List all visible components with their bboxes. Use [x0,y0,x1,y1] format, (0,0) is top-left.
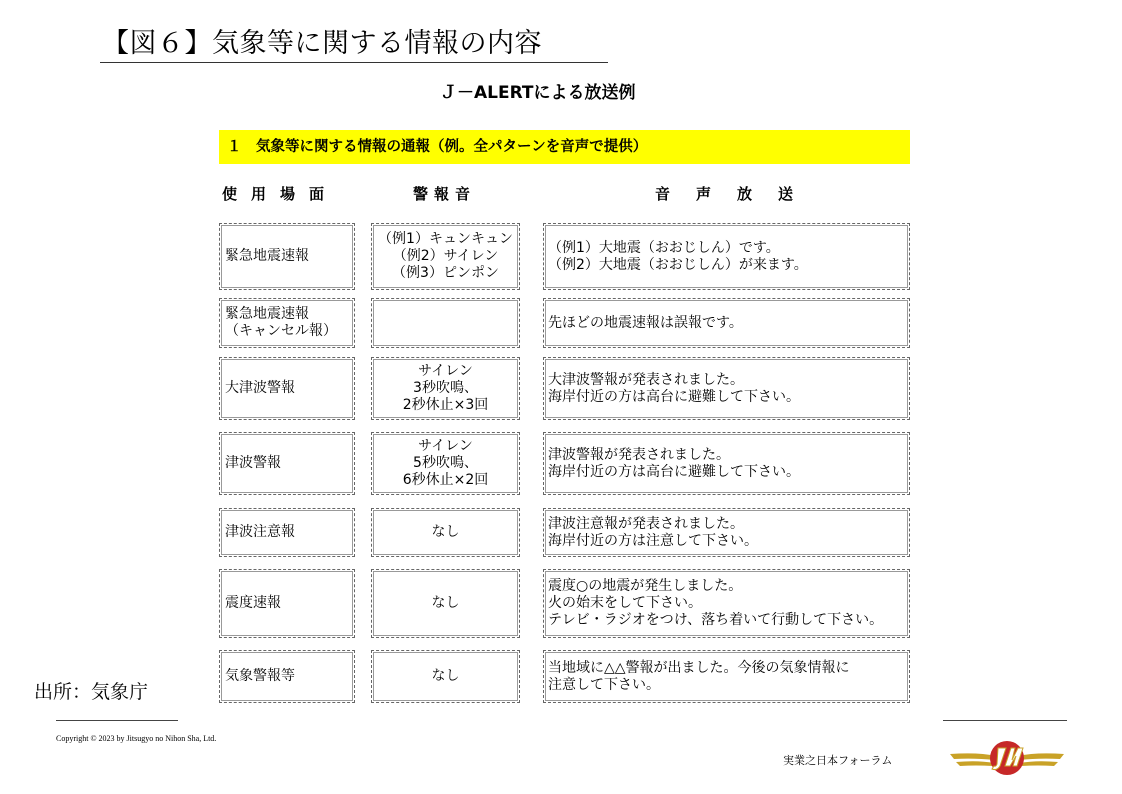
tone-cell: サイレン 3秒吹鳴、 2秒休止×3回 [371,357,520,420]
tone-cell: なし [371,508,520,557]
tone-cell: なし [371,650,520,703]
scene-cell: 震度速報 [219,569,355,638]
tone-cell: （例1）キュンキュン （例2）サイレン （例3）ピンポン [371,223,520,290]
tone-cell: なし [371,569,520,638]
scene-cell: 津波警報 [219,432,355,495]
scene-cell: 大津波警報 [219,357,355,420]
scene-cell: 気象警報等 [219,650,355,703]
voice-cell: 当地域に△△警報が出ました。今後の気象情報に 注意して下さい。 [543,650,910,703]
section-banner: １ 気象等に関する情報の通報（例。全パターンを音声で提供） [219,130,910,164]
scene-cell: 津波注意報 [219,508,355,557]
voice-cell: 津波注意報が発表されました。 海岸付近の方は注意して下さい。 [543,508,910,557]
brand-name: 実業之日本フォーラム [783,754,893,767]
column-header-scene: 使用場面 [222,185,339,203]
copyright-text: Copyright © 2023 by Jitsugyo no Nihon Sha, Ltd. [56,734,217,743]
slide-title: 【図６】気象等に関する情報の内容 [102,28,542,59]
scene-cell: 緊急地震速報 [219,223,355,290]
footer-rule-right [943,720,1067,721]
title-underline [100,62,608,63]
voice-cell: （例1）大地震（おおじしん）です。 （例2）大地震（おおじしん）が来ます。 [543,223,910,290]
tone-cell: サイレン 5秒吹鳴、 6秒休止×2回 [371,432,520,495]
footer-rule-left [56,720,178,721]
column-header-voice: 音声放送 [655,185,820,203]
voice-cell: 震度○の地震が発生しました。 火の始末をして下さい。 テレビ・ラジオをつけ、落ち着いて行動して下さい。 [543,569,910,638]
scene-cell: 緊急地震速報 （キャンセル報） [219,298,355,348]
voice-cell: 先ほどの地震速報は誤報です。 [543,298,910,348]
jnf-logo [948,738,1066,778]
column-header-tone: 警報音 [413,185,477,203]
source-note: 出所：気象庁 [34,681,149,703]
voice-cell: 津波警報が発表されました。 海岸付近の方は高台に避難して下さい。 [543,432,910,495]
voice-cell: 大津波警報が発表されました。 海岸付近の方は高台に避難して下さい。 [543,357,910,420]
figure-subtitle: Ｊ－ALERTによる放送例 [440,83,636,103]
tone-cell [371,298,520,348]
